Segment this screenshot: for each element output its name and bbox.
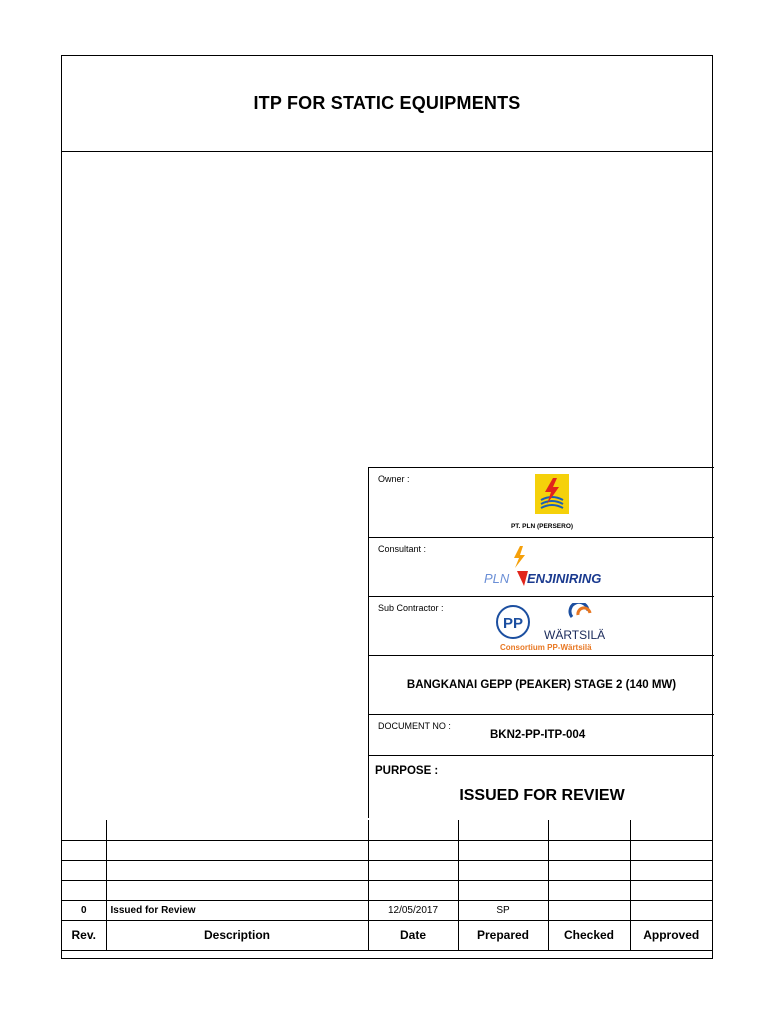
consultant-prefix: PLN — [484, 571, 510, 586]
rev-cell — [62, 840, 106, 860]
date-cell: 12/05/2017 — [368, 900, 458, 920]
checked-cell — [548, 880, 630, 900]
checked-cell — [548, 860, 630, 880]
purpose-label: PURPOSE : — [375, 765, 439, 777]
description-cell — [106, 860, 368, 880]
consortium-text: Consortium PP-Wärtsilä — [500, 643, 592, 652]
consultant-label: Consultant : — [378, 544, 427, 554]
approved-cell — [630, 900, 712, 920]
subcontractor-cell — [368, 596, 714, 655]
owner-name: PT. PLN (PERSERO) — [510, 523, 574, 530]
checked-cell — [548, 840, 630, 860]
description-cell — [106, 880, 368, 900]
prepared-cell — [458, 860, 548, 880]
description-cell — [106, 840, 368, 860]
date-cell — [368, 820, 458, 840]
rev-cell — [62, 860, 106, 880]
title-box — [62, 56, 712, 152]
rev-cell: 0 — [62, 900, 106, 920]
table-row — [62, 840, 712, 860]
document-no-value: BKN2-PP-ITP-004 — [490, 729, 586, 741]
prepared-cell — [458, 880, 548, 900]
project-name: BANGKANAI GEPP (PEAKER) STAGE 2 (140 MW) — [406, 679, 677, 691]
document-no-cell — [368, 714, 714, 755]
header-rev: Rev. — [62, 920, 106, 950]
approved-cell — [630, 860, 712, 880]
date-cell — [368, 860, 458, 880]
project-cell — [368, 655, 714, 714]
info-block — [368, 467, 714, 818]
pln-enjiniring-logo-icon — [484, 544, 624, 590]
approved-cell — [630, 840, 712, 860]
checked-cell — [548, 820, 630, 840]
owner-cell — [368, 467, 714, 537]
table-row — [62, 880, 712, 900]
description-cell — [106, 820, 368, 840]
rev-cell — [62, 880, 106, 900]
approved-cell — [630, 820, 712, 840]
purpose-value: ISSUED FOR REVIEW — [459, 787, 625, 804]
consultant-cell — [368, 537, 714, 596]
header-checked: Checked — [548, 920, 630, 950]
rev-cell — [62, 820, 106, 840]
header-approved: Approved — [630, 920, 712, 950]
prepared-cell — [458, 820, 548, 840]
date-cell — [368, 880, 458, 900]
checked-cell — [548, 900, 630, 920]
table-row — [62, 860, 712, 880]
prepared-cell: SP — [458, 900, 548, 920]
prepared-cell — [458, 840, 548, 860]
purpose-cell — [368, 755, 714, 818]
pln-logo-icon — [535, 474, 569, 514]
subcontractor-label: Sub Contractor : — [378, 603, 444, 613]
owner-label: Owner : — [378, 474, 410, 484]
header-prepared: Prepared — [458, 920, 548, 950]
pp-text: PP — [502, 615, 524, 632]
pp-wartsila-logo-icon — [494, 603, 619, 653]
table-row — [62, 820, 712, 840]
header-date: Date — [368, 920, 458, 950]
revision-table — [62, 820, 712, 951]
document-no-label: DOCUMENT NO : — [378, 721, 451, 731]
wartsila-text: WÄRTSILÄ — [544, 628, 606, 642]
table-row — [62, 900, 712, 920]
document-frame — [61, 55, 713, 959]
consultant-suffix: ENJINIRING — [527, 571, 602, 586]
date-cell — [368, 840, 458, 860]
description-cell: Issued for Review — [106, 900, 368, 920]
document-title: ITP FOR STATIC EQUIPMENTS — [253, 93, 521, 113]
header-description: Description — [106, 920, 368, 950]
table-header-row — [62, 920, 712, 950]
approved-cell — [630, 880, 712, 900]
